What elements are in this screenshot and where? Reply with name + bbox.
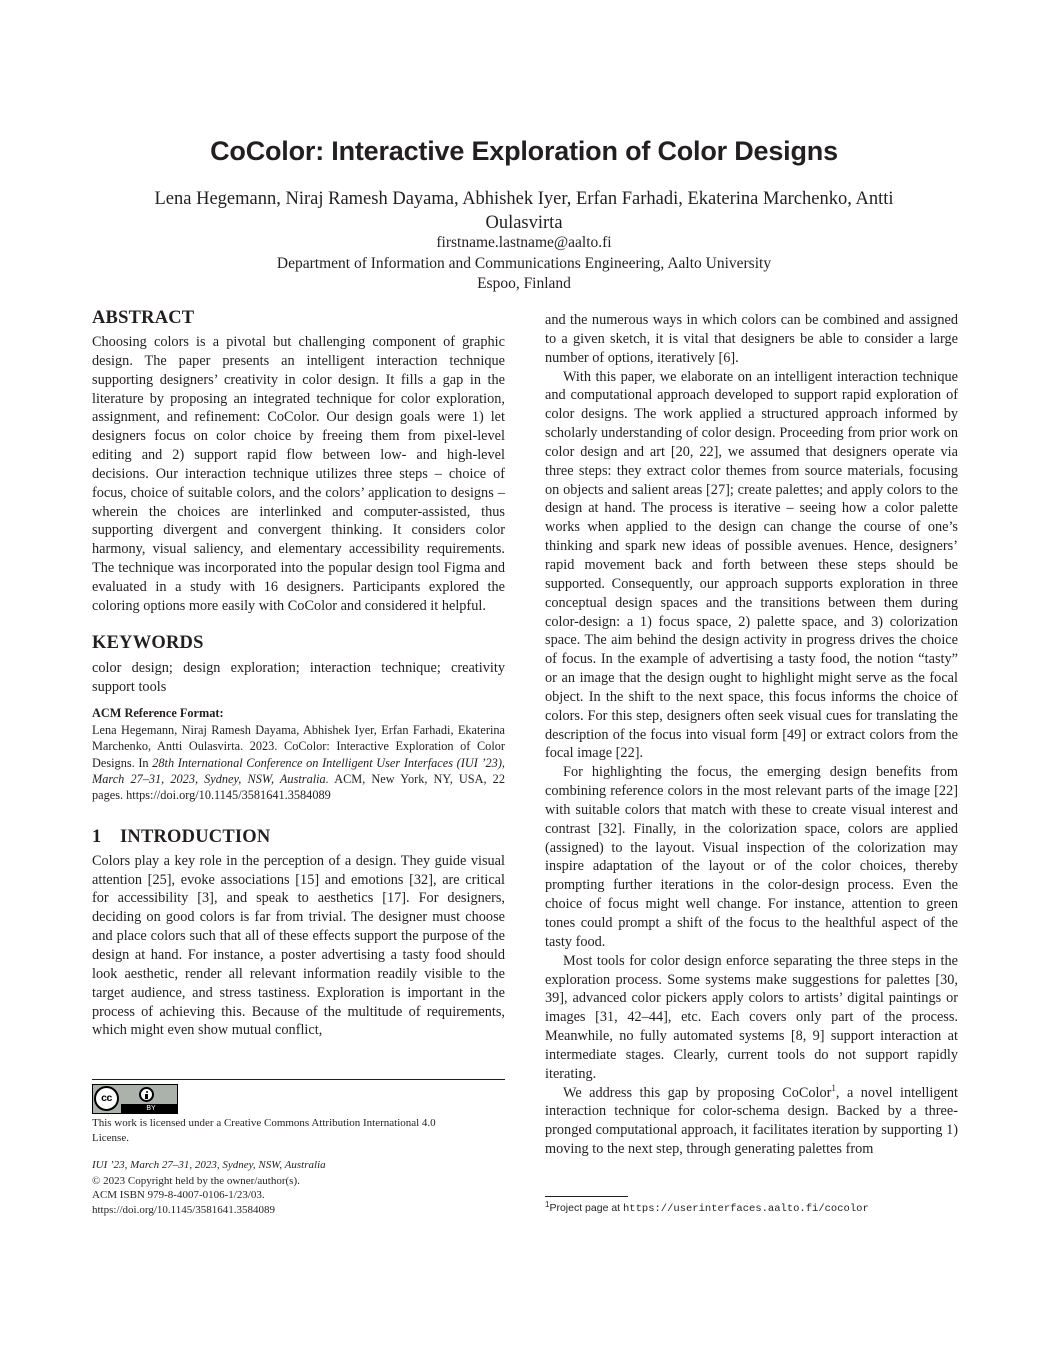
- footnote: [545, 1201, 958, 1217]
- cc-by-license-badge[interactable]: [92, 1084, 178, 1114]
- license-text: This work is licensed under a Creative Commons Attribution International 4.0 License.: [92, 1117, 436, 1144]
- intro-paragraph-1: Colors play a key role in the perception of a design. They guide visual attention [25], evoke associations [15] and emotions [32], are critical for accessibility [3], and speak to aesthetics [17]. For designers, deciding on good colors is far from trivial. The designer must choose and place colors such that all of these effects support the purpose of the design at hand. For instance, a poster advertising a tasty food should look aesthetic, render all relevant information readily visible to the target audience, and stress tastiness. Exploration is important in the process of achieving this. Because of the multitude of requirements, which might even show mutual conflict,: [92, 852, 505, 1039]
- license-block: [92, 1116, 472, 1218]
- isbn-line: ACM ISBN 979-8-4007-0106-1/23/03.: [92, 1189, 265, 1202]
- intro-p5-end: , a novel intelligent interaction technique for color-schema design. Backed by a threepronged computational approach, it facilitates iteration by supporting 1) moving to the next step, through generating palettes from: [545, 1084, 958, 1158]
- by-label: BY: [121, 1104, 177, 1113]
- intro-paragraph-2: With this paper, we elaborate on an intelligent interaction technique and computational approach developed to support rapid exploration of color designs. The work applied a structured approach informed by scholarly understanding of color design. Proceeding from prior work on color design and art [20, 22], we assumed that designers operate via three steps: they extract color themes from source materials, focusing on objects and salient areas [27]; create palettes; and apply colors to the design at hand. The process is iterative – seeing how a color palette works when applied to the design can change the course of one’s thinking and spark new ideas of possible avenues. Hence, designers’ rapid movement back and forth between these steps should be supported. Consequently, our approach supports exploration in three conceptual design spaces and the transitions between them during color-design: a 1) focus space, 2) palette space, and 3) colorization space. The aim behind the design activity in progress drives the choice of focus. In the example of advertising a tasty food, the notion “tasty” or an image that the design ought to highlight might serve as the focal object. In the shift to the next space, this focus informs the choice of colors. For this step, designers often seek visual cues for translating the description of the focus into visual form [49] or extract colors from the focal image [22].: [545, 368, 958, 762]
- footnote-rule: [545, 1196, 628, 1197]
- left-column: [92, 307, 505, 1040]
- right-column: [545, 311, 958, 1159]
- authors-line-1: Lena Hegemann, Niraj Ramesh Dayama, Abhishek Iyer, Erfan Farhadi, Ekaterina Marchenko, Antti: [154, 189, 894, 209]
- intro-paragraph-1-continued: and the numerous ways in which colors can be combined and assigned to a given sketch, it is vital that designers be able to consider a large number of options, iteratively [6].: [545, 312, 958, 366]
- abstract-heading: ABSTRACT: [92, 308, 195, 328]
- section-title: INTRODUCTION: [120, 826, 271, 847]
- author-location: Espoo, Finland: [477, 275, 571, 292]
- keywords-text: color design; design exploration; interaction technique; creativity support tools: [92, 659, 505, 695]
- author-email: firstname.lastname@aalto.fi: [436, 234, 612, 251]
- attribution-person-icon: [139, 1087, 154, 1102]
- acm-reference-venue: 28th International Conference on Intelligent User Interfaces (IUI ’23), March 27–31, 2023, Sydney, NSW, Australia.: [92, 755, 505, 786]
- copyright-line: © 2023 Copyright held by the owner/author(s).: [92, 1174, 300, 1187]
- footer-rule: [92, 1079, 505, 1080]
- acm-reference-publisher-doi[interactable]: ACM, New York, NY, USA, 22 pages. https://doi.org/10.1145/3581641.3584089: [92, 771, 505, 803]
- intro-p5-start: We address this gap by proposing CoColor: [563, 1084, 832, 1101]
- venue-line: IUI ’23, March 27–31, 2023, Sydney, NSW, Australia: [92, 1159, 326, 1172]
- project-page-link[interactable]: https://userinterfaces.aalto.fi/cocolor: [623, 1203, 869, 1215]
- introduction-heading: [92, 826, 505, 848]
- acm-reference-heading: ACM Reference Format:: [92, 706, 224, 721]
- section-number: 1: [92, 826, 102, 847]
- intro-paragraph-5: [545, 1084, 958, 1159]
- intro-paragraph-3: For highlighting the focus, the emerging design benefits from combining reference colors in the most relevant parts of the image [22] with suitable colors that match with these to create visual interest and contrast [32]. Finally, in the colorization space, colors are applied (assigned) to the layout. Visual inspection of the colorization may inspire adaptation of the layout or of the color choices, thereby prompting further iterations in the color-design process. Even the choice of focus might well change. For instance, attention to green tones could prompt a shift of the focus to the healthful aspect of the tasty food.: [545, 764, 958, 950]
- author-affiliation: Department of Information and Communications Engineering, Aalto University: [276, 255, 772, 272]
- acm-reference-text: [92, 722, 505, 804]
- authors-line-2: Oulasvirta: [485, 213, 563, 233]
- intro-paragraph-4: Most tools for color design enforce separating the three steps in the exploration process. Some systems make suggestions for palettes [30, 39], advanced color pickers apply colors to artists’ digital paintings or images [31, 42–44], etc. Each covers only part of the process. Meanwhile, no fully automated systems [8, 9] support interaction at intermediate stages. Clearly, current tools do not support rapidly iterating.: [545, 952, 958, 1082]
- paper-title: CoColor: Interactive Exploration of Color Designs: [210, 136, 838, 166]
- doi-link[interactable]: https://doi.org/10.1145/3581641.3584089: [92, 1203, 276, 1216]
- cc-icon: cc: [94, 1086, 119, 1111]
- acm-reference-authors: Lena Hegemann, Niraj Ramesh Dayama, Abhishek Iyer, Erfan Farhadi, Ekaterina Marchenko, Antti Oulasvirta. 2023. CoColor: Interactive Exploration of Color Designs. In: [92, 722, 505, 770]
- keywords-heading: KEYWORDS: [92, 632, 204, 653]
- footnote-label: Project page at: [549, 1202, 623, 1214]
- footnote-number: 1: [545, 1200, 550, 1209]
- footnote-marker[interactable]: 1: [831, 1082, 836, 1093]
- abstract-text: Choosing colors is a pivotal but challenging component of graphic design. The paper presents an intelligent interaction technique supporting designers’ creativity in color design. It fills a gap in the literature by proposing an integrated technique for color exploration, assignment, and refinement: CoColor. Our design goals were 1) let designers focus on color choice by freeing them from pixel-level editing and 2) support rapid flow between low- and high-level decisions. Our interaction technique utilizes three steps – choice of focus, choice of suitable colors, and the colors’ application to designs – wherein the choices are interlinked and computer-assisted, thus supporting divergent and convergent thinking. It considers color harmony, visual saliency, and elementary accessibility requirements. The technique was incorporated into the popular design tool Figma and evaluated in a study with 16 designers. Participants explored the coloring options more easily with CoColor and considered it helpful.: [92, 334, 505, 614]
- author-list: [100, 187, 948, 235]
